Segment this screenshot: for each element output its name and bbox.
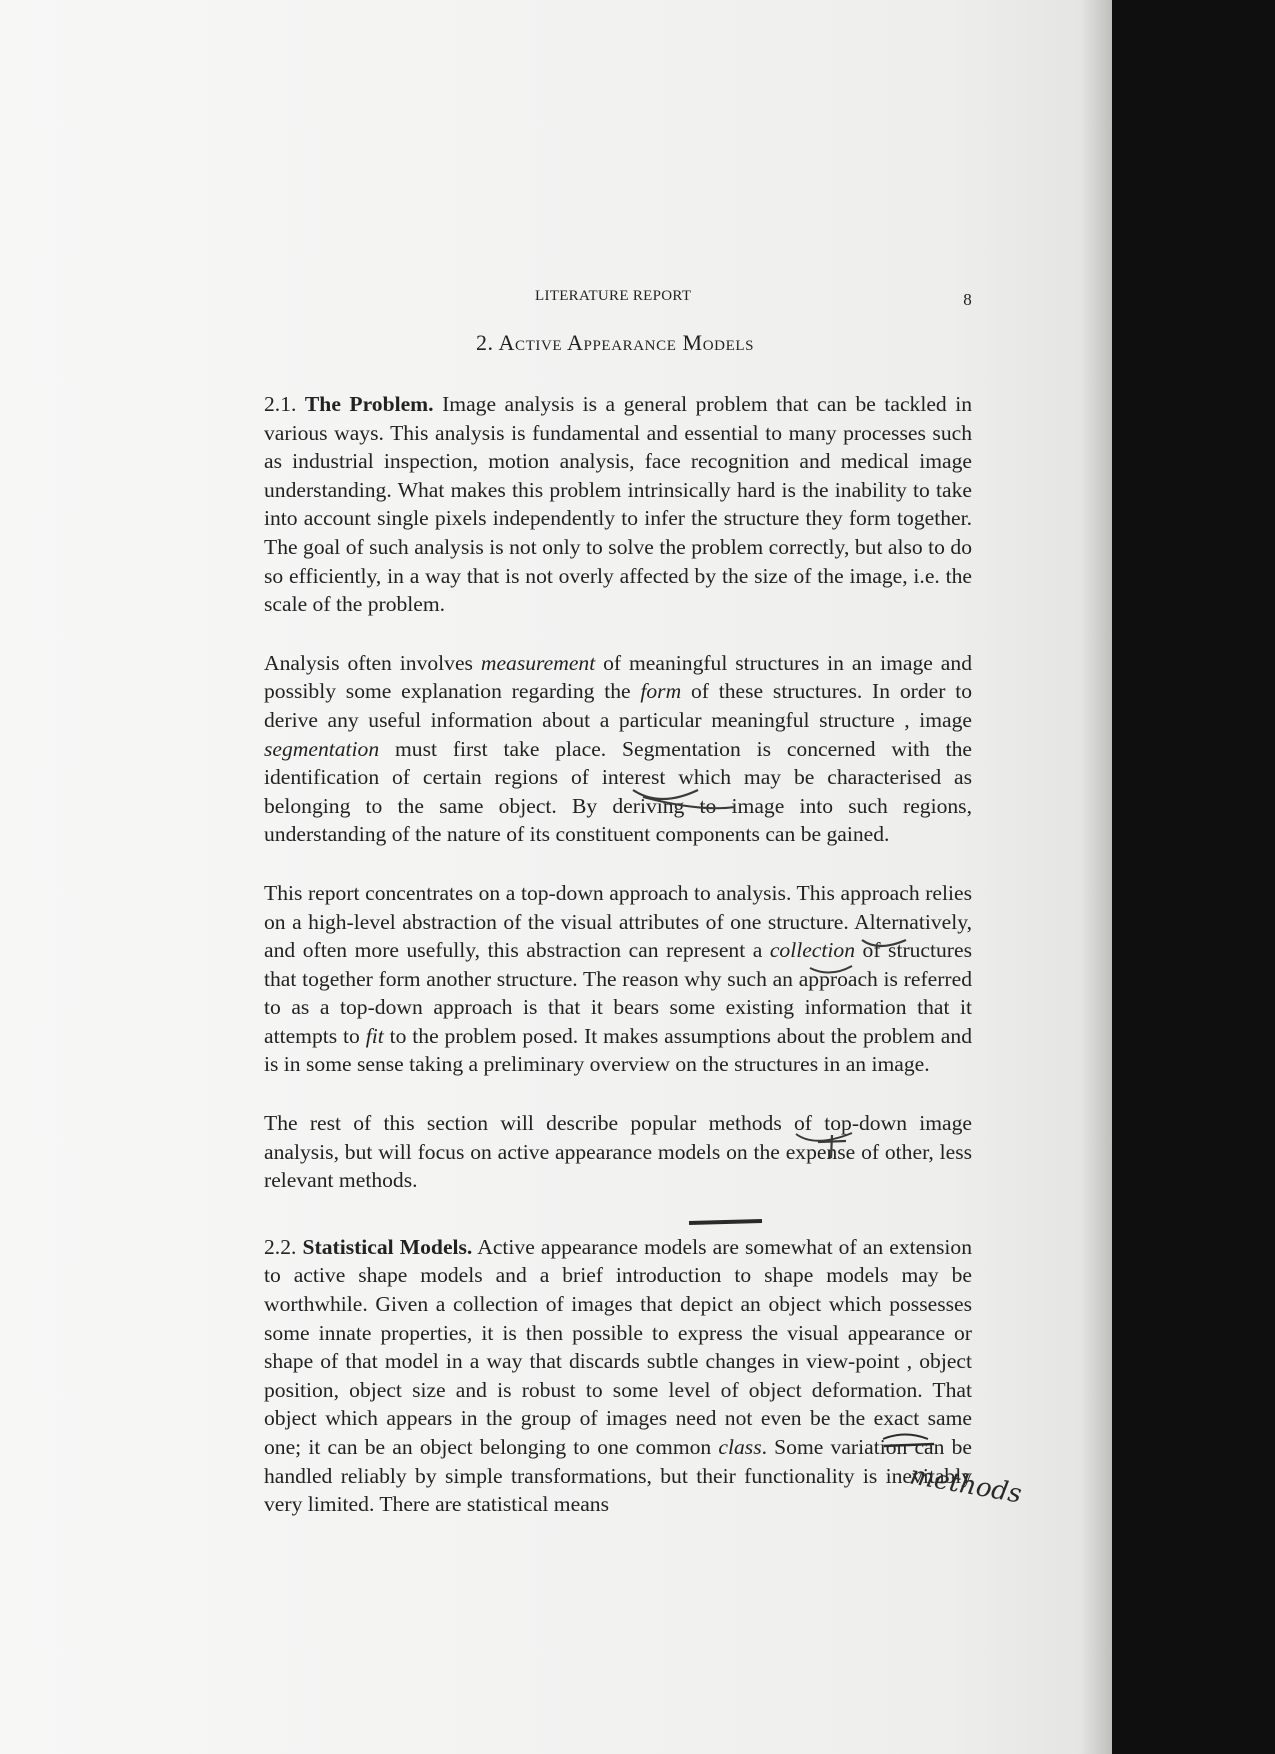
paragraph-text: of meaningful structures in an image and possibly some explanation regarding the — [264, 650, 972, 704]
paragraph-text: to the problem posed. It makes assumptions about the problem and is in some sense taking a preliminary overview on the structures in an image. — [264, 1023, 972, 1077]
paragraph-problem — [264, 390, 972, 619]
paragraph-text: The rest of this section will describe popular methods of top-down image analysis, but will focus on active appearance models on the expense of other, less relevant methods. — [264, 1111, 972, 1193]
handwritten-correction: methods — [907, 1460, 1024, 1510]
emphasis-text: collection — [769, 938, 855, 963]
paragraph-top-down — [264, 879, 972, 1079]
paragraph-text: Image analysis is a general problem that can be tackled in various ways. This analysis is fundamental and essential to many processes such as industrial inspection, motion analysis, face recognition and medical image understanding. What makes this problem intrinsically hard is the inability to take into account single pixels independently to infer the structure they form together. The goal of such analysis is not only to solve the problem correctly, but also to do so efficiently, in a way that is not overly affected by the size of the image, i.e. the scale of the problem. — [264, 392, 972, 617]
page-edge-shadow — [1080, 0, 1116, 1754]
paragraph-statistical-models — [264, 1233, 972, 1519]
paragraph-analysis — [264, 649, 972, 849]
page-number: 8 — [963, 290, 972, 309]
paragraph-text: of these structures. In order to derive any useful information about a particular meaningful structure , image — [264, 679, 972, 732]
paragraph-rest-of-section — [264, 1109, 972, 1195]
subsection-number: 2.2. — [264, 1234, 297, 1259]
subsection-number: 2.1. — [264, 392, 297, 416]
paragraph-text: of structures that together form another structure. The reason why such an approach is referred to as a top-down approach is that it bears some existing information that it attempts to — [264, 938, 972, 1048]
emphasis-text: measurement — [480, 650, 596, 675]
paragraph-text: must first take place. Segmentation is concerned with the identification of certain regions of interest which may be characterised as belonging to the same object. By deriving to image into such regions, understanding of the nature of its constituent components can be gained. — [264, 736, 972, 847]
body-text — [264, 390, 972, 1549]
paragraph-text: This report concentrates on a top-down approach to analysis. This approach relies on a high-level abstraction of the visual attributes of one structure. Alternatively, and often more usefully, this abstraction can represent a — [264, 880, 972, 963]
emphasis-text: segmentation — [264, 736, 380, 761]
section-title: 2. Active Appearance Models — [475, 330, 755, 355]
scanner-background — [1112, 0, 1275, 1754]
page-header — [258, 286, 972, 312]
emphasis-text: class — [718, 1435, 762, 1459]
subsection-title: Statistical Models. — [302, 1234, 473, 1259]
paragraph-text: Active appearance models are somewhat of an extension to active shape models and a brief introduction to shape models may be worthwhile. Given a collection of images that depict an object which possesses some innate properties, it is then possible to express the visual appearance or shape of that model in a way that discards subtle changes in view-point , object position, object size and is robust to some level of object deformation. That object which appears in the group of images need not even be the exact same one; it can be an object belonging to one common — [264, 1234, 972, 1459]
emphasis-text: fit — [365, 1023, 384, 1048]
subsection-title: The Problem. — [304, 392, 434, 416]
paragraph-text: Analysis often involves — [264, 650, 481, 675]
paragraph-text: . Some variation can be handled reliably by simple transformations, but their functionality is inevitably very limited. There are statistical means — [264, 1435, 973, 1517]
emphasis-text: form — [640, 679, 682, 704]
running-title: LITERATURE REPORT — [535, 288, 692, 304]
